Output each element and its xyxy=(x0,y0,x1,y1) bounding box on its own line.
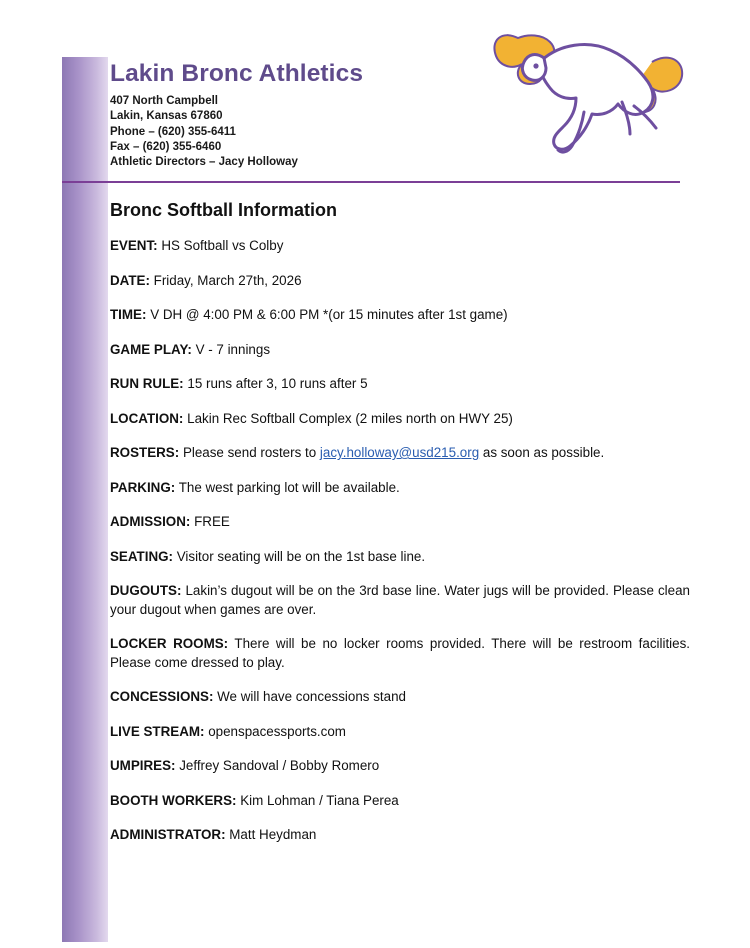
field-event-value: HS Softball vs Colby xyxy=(161,238,284,253)
field-parking-label: PARKING: xyxy=(110,479,176,495)
field-game-play-value: V - 7 innings xyxy=(195,341,271,357)
field-parking-value: The west parking lot will be available. xyxy=(178,479,400,495)
field-run-rule-label: RUN RULE: xyxy=(110,376,184,391)
field-event-label: EVENT: xyxy=(110,238,158,253)
field-location-value: Lakin Rec Softball Complex (2 miles north on HWY 25) xyxy=(187,410,513,426)
header-divider xyxy=(62,181,680,183)
field-rosters-label: ROSTERS: xyxy=(110,445,180,460)
field-booth-workers xyxy=(110,792,690,811)
field-run-rule-value: 15 runs after 3, 10 runs after 5 xyxy=(187,376,368,391)
field-booth-workers-value: Kim Lohman / Tiana Perea xyxy=(240,792,399,808)
address-line-city: Lakin, Kansas 67860 xyxy=(110,110,223,123)
field-time-label: TIME: xyxy=(110,307,147,322)
roster-email-link[interactable]: jacy.holloway@usd215.org xyxy=(319,445,480,460)
address-line-street: 407 North Campbell xyxy=(110,95,218,108)
field-locker-rooms-value: There will be no locker rooms provided. There will be restroom facilities. Please come dressed to play. xyxy=(110,636,691,670)
field-umpires-value: Jeffrey Sandoval / Bobby Romero xyxy=(179,758,380,773)
field-seating-label: SEATING: xyxy=(110,548,173,564)
document-body xyxy=(110,200,690,861)
field-parking xyxy=(110,479,690,498)
address-line-fax: Fax – (620) 355-6460 xyxy=(110,140,222,153)
field-dugouts-label: DUGOUTS: xyxy=(110,583,182,598)
field-event xyxy=(110,237,690,256)
field-date-value: Friday, March 27th, 2026 xyxy=(153,272,302,288)
address-line-phone: Phone – (620) 355-6411 xyxy=(110,125,236,138)
field-seating xyxy=(110,548,690,567)
field-live-stream-value: openspacessports.com xyxy=(208,723,346,739)
field-booth-workers-label: BOOTH WORKERS: xyxy=(110,792,237,808)
field-concessions-label: CONCESSIONS: xyxy=(110,689,214,704)
page-title: Bronc Softball Information xyxy=(110,200,337,220)
left-accent-bar xyxy=(62,57,108,942)
field-locker-rooms xyxy=(110,635,690,672)
field-seating-value: Visitor seating will be on the 1st base line. xyxy=(176,548,426,564)
field-game-play xyxy=(110,341,690,360)
field-administrator-value: Matt Heydman xyxy=(229,827,317,842)
field-dugouts xyxy=(110,582,690,619)
field-game-play-label: GAME PLAY: xyxy=(110,341,192,357)
field-dugouts-value: Lakin’s dugout will be on the 3rd base line. Water jugs will be provided. Please clean your dugout when games are over. xyxy=(110,583,690,617)
field-location-label: LOCATION: xyxy=(110,410,184,426)
field-admission-label: ADMISSION: xyxy=(110,514,191,529)
field-rosters-value-after: as soon as possible. xyxy=(479,445,605,460)
field-admission-value: FREE xyxy=(194,514,230,529)
field-concessions-value: We will have concessions stand xyxy=(217,689,406,704)
field-umpires xyxy=(110,757,690,776)
field-rosters-value-before: Please send rosters to xyxy=(182,445,320,460)
organization-title: Lakin Bronc Athletics xyxy=(110,60,364,87)
field-administrator xyxy=(110,826,690,845)
address-line-athletic-directors: Athletic Directors – Jacy Holloway xyxy=(110,155,298,168)
field-administrator-label: ADMINISTRATOR: xyxy=(110,827,226,842)
field-date xyxy=(110,272,690,291)
field-umpires-label: UMPIRES: xyxy=(110,758,176,773)
field-time-value: V DH @ 4:00 PM & 6:00 PM *(or 15 minutes after 1st game) xyxy=(150,307,508,322)
field-run-rule xyxy=(110,375,690,394)
bucking-bronco-logo-icon xyxy=(484,8,694,168)
field-location xyxy=(110,410,690,429)
field-concessions xyxy=(110,688,690,707)
field-live-stream xyxy=(110,723,690,742)
field-locker-rooms-label: LOCKER ROOMS: xyxy=(110,636,229,651)
field-live-stream-label: LIVE STREAM: xyxy=(110,723,205,739)
field-admission xyxy=(110,513,690,532)
field-date-label: DATE: xyxy=(110,272,150,288)
field-time xyxy=(110,306,690,325)
field-rosters xyxy=(110,444,690,463)
